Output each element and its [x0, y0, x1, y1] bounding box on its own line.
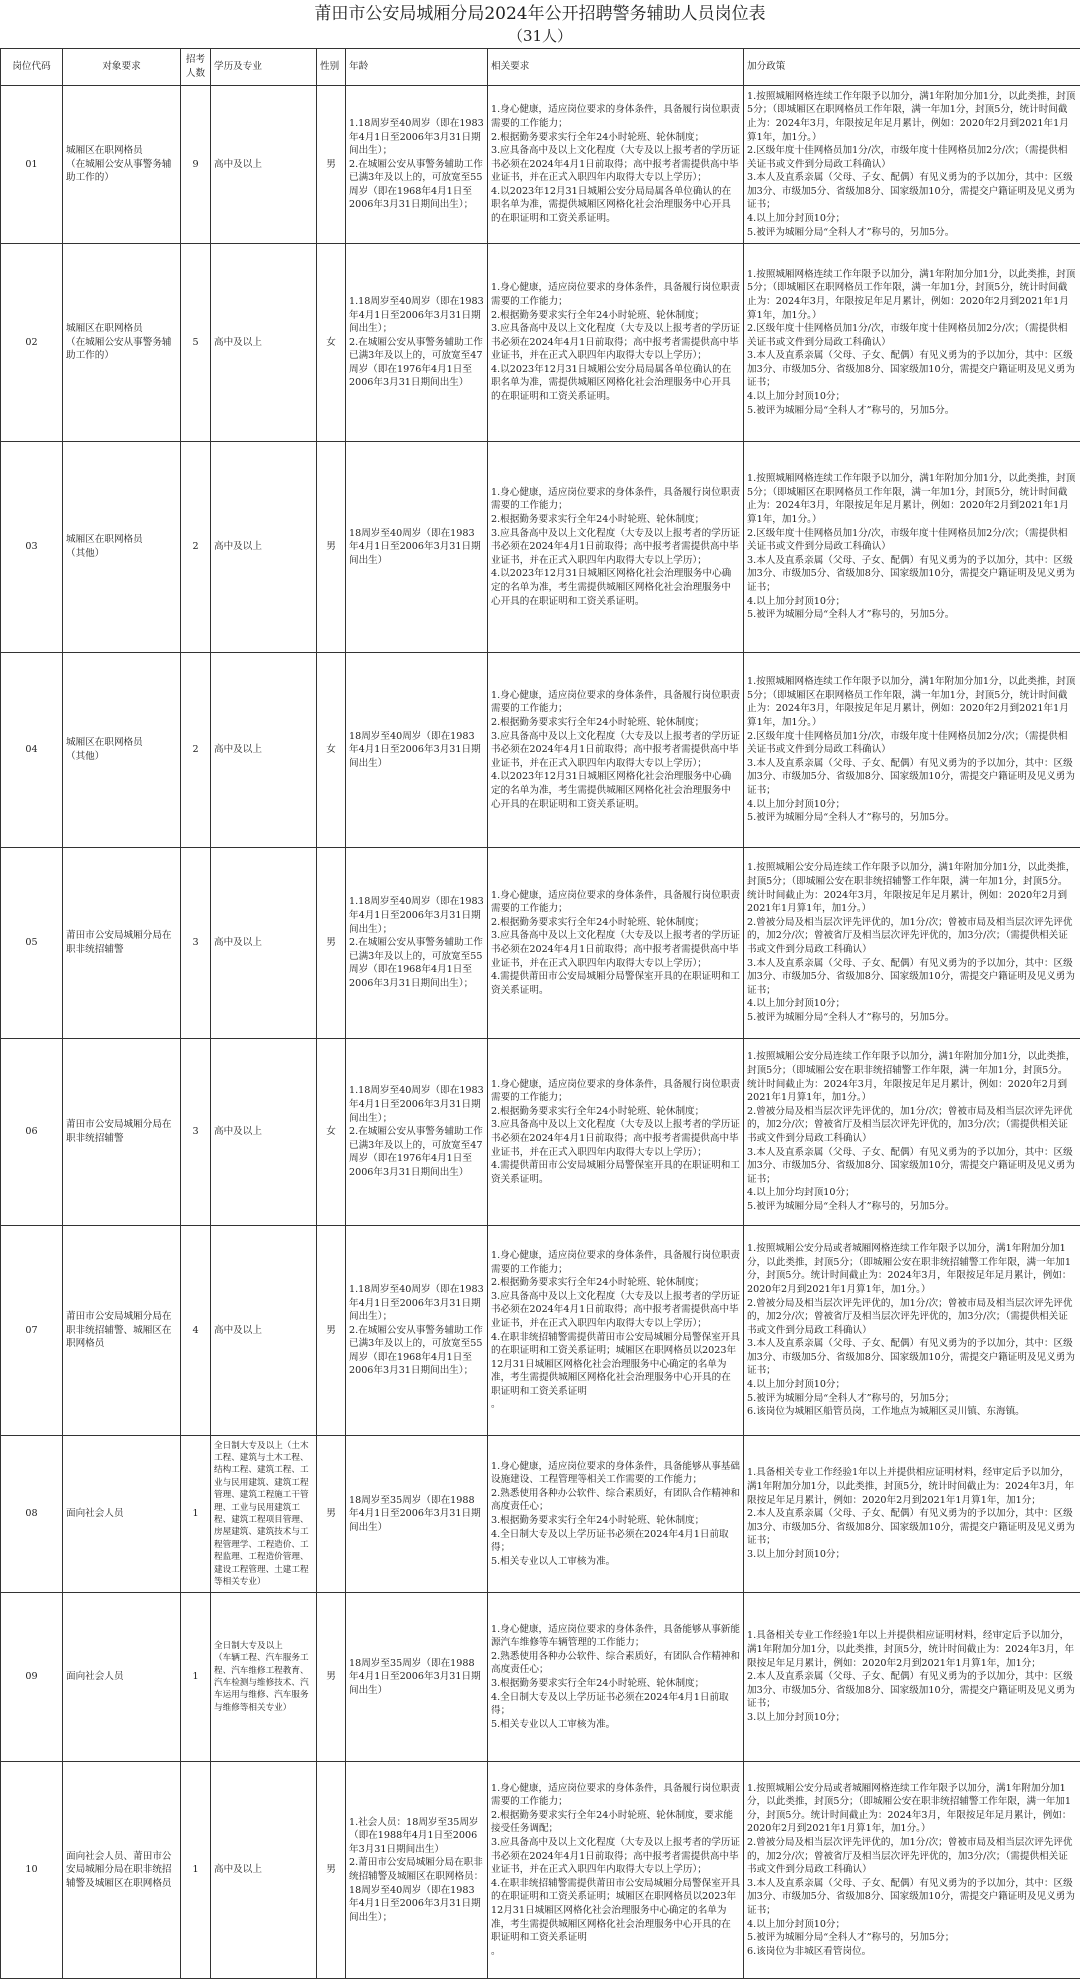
cell-code: 05 [1, 848, 63, 1039]
cell-target: 城厢区在职网格员 （在城厢公安从事警务辅助工作的） [63, 86, 181, 244]
cell-count: 5 [181, 244, 211, 442]
cell-age: 18周岁至40周岁（即在1983年4月1日至2006年3月31日期间出生） [346, 442, 488, 653]
cell-education: 全日制大专及以上（土木工程、建筑与土木工程、结构工程、建筑工程、工业与民用建筑、建筑工程管理、建筑工程施工干管理、工业与民用建筑工程、建筑工程项目管理、房屋建筑、建筑技术与工程管理学、工程造价、工程监理、工程造价管理、建设工程管理、土建工程等相关专业） [211, 1436, 317, 1593]
positions-table [0, 48, 1080, 1979]
table-row [1, 1593, 1080, 1762]
cell-code: 06 [1, 1039, 63, 1226]
cell-bonus-policy: 1.按照城厢网格连续工作年限予以加分，满1年附加分加1分，以此类推，封顶5分；（即城厢区在职网格员工作年限，满一年加1分，封顶5分，统计时间截止为：2024年3月，年限按足年足月累计，例如：2020年2月到2021年1月算1年，加1分。） 2.区级年度十佳网格员加1分/次，市级年度十佳网格员加2分/次；（需提供相关证书或文件到分局政工科确认） 3.本人及直系亲属（父母、子女、配偶）有见义勇为的予以加分，其中：区级加3分、市级加5分、省级加8分、国家级加10分，需提交户籍证明及见义勇为证书； 4.以上加分封顶10分； 5.被评为城厢分局“全科人才”称号的，另加5分。 [744, 442, 1080, 653]
cell-requirements: 1.身心健康，适应岗位要求的身体条件，具备履行岗位职责需要的工作能力； 2.根据勤务要求实行全年24小时轮班、轮休制度； 3.应具备高中及以上文化程度（大专及以上报考者的学历证书必须在2024年4月1日前取得；高中报考者需提供高中毕业证书，并在正式入职四年内取得大专以上学历）； 4.以2023年12月31日城厢区网格化社会治理服务中心确定的名单为准，考生需提供城厢区网格化社会治理服务中心开具的在职证明和工资关系证明。 [488, 442, 744, 653]
cell-bonus-policy: 1.按照城厢公安分局或者城厢网格连续工作年限予以加分，满1年附加分加1分，以此类推，封顶5分；（即城厢公安在职非统招辅警工作年限，满一年加1分，封顶5分。统计时间截止为：2024年3月，年限按足年足月累计，例如：2020年2月到2021年1月算1年，加1分。） 2.曾被分局及相当层次评先评优的，加1分/次；曾被市局及相当层次评先评优的，加2分/次；曾被省厅及相当层次评先评优的，加3分/次；（需提供相关证书或文件到分局政工科确认） 3.本人及直系亲属（父母、子女、配偶）有见义勇为的予以加分，其中：区级加3分、市级加5分、省级加8分、国家级加10分，需提交户籍证明及见义勇为证书； 4.以上加分封顶10分； 5.被评为城厢分局“全科人才”称号的，另加5分； 6.该岗位为城厢区船管员岗，工作地点为城厢区灵川镇、东海镇。 [744, 1226, 1080, 1436]
cell-code: 07 [1, 1226, 63, 1436]
cell-gender: 女 [317, 1039, 346, 1226]
cell-code: 10 [1, 1762, 63, 1979]
cell-requirements: 1.身心健康，适应岗位要求的身体条件，具备能够从事新能源汽车维修等车辆管理的工作能力； 2.熟悉使用各种办公软件、综合素质好，有团队合作精神和高度责任心； 3.根据勤务要求实行全年24小时轮班、轮休制度； 4.全日制大专及以上学历证书必须在2024年4月1日前取得； 5.相关专业以人工审核为准。 [488, 1593, 744, 1762]
cell-gender: 男 [317, 86, 346, 244]
table-row [1, 653, 1080, 848]
cell-gender: 男 [317, 1436, 346, 1593]
cell-education: 全日制大专及以上 （车辆工程、汽车服务工程、汽车维修工程教育、汽车检测与维修技术、汽车运用与维修、汽车服务与维修等相关专业） [211, 1593, 317, 1762]
cell-requirements: 1.身心健康，适应岗位要求的身体条件，具备履行岗位职责需要的工作能力； 2.根据勤务要求实行全年24小时轮班、轮休制度； 3.应具备高中及以上文化程度（大专及以上报考者的学历证书必须在2024年4月1日前取得；高中报考者需提供高中毕业证书，并在正式入职四年内取得大专以上学历）； 4.以2023年12月31日城厢公安分局局属各单位确认的在职名单为准，需提供城厢区网格化社会治理服务中心开具的在职证明和工资关系证明。 [488, 86, 744, 244]
cell-bonus-policy: 1.按照城厢公安分局或者城厢网格连续工作年限予以加分，满1年附加分加1分，以此类推，封顶5分；（即城厢公安在职非统招辅警工作年限，满一年加1分，封顶5分。统计时间截止为：2024年3月，年限按足年足月累计，例如：2020年2月到2021年1月算1年，加1分。） 2.曾被分局及相当层次评先评优的，加1分/次；曾被市局及相当层次评先评优的，加2分/次；曾被省厅及相当层次评先评优的，加3分/次；（需提供相关证书或文件到分局政工科确认） 3.本人及直系亲属（父母、子女、配偶）有见义勇为的予以加分，其中：区级加3分、市级加5分、省级加8分、国家级加10分，需提交户籍证明及见义勇为证书； 4.以上加分封顶10分； 5.被评为城厢分局“全科人才”称号的，另加5分； 6.该岗位为非城区看管岗位。 [744, 1762, 1080, 1979]
cell-target: 面向社会人员 [63, 1436, 181, 1593]
table-header-row [1, 49, 1080, 86]
table-row [1, 848, 1080, 1039]
cell-target: 城厢区在职网格员 （其他） [63, 653, 181, 848]
cell-gender: 男 [317, 442, 346, 653]
table-row [1, 1039, 1080, 1226]
header-gender: 性别 [317, 49, 346, 86]
cell-education: 高中及以上 [211, 653, 317, 848]
header-target: 对象要求 [63, 49, 181, 86]
cell-requirements: 1.身心健康，适应岗位要求的身体条件，具备履行岗位职责需要的工作能力； 2.根据勤务要求实行全年24小时轮班、轮休制度； 3.应具备高中及以上文化程度（大专及以上报考者的学历证书必须在2024年4月1日前取得；高中报考者需提供高中毕业证书，并在正式入职四年内取得大专以上学历）； 4.需提供莆田市公安局城厢分局警保室开具的在职证明和工资关系证明。 [488, 848, 744, 1039]
table-row [1, 1762, 1080, 1979]
cell-gender: 女 [317, 244, 346, 442]
cell-education: 高中及以上 [211, 848, 317, 1039]
cell-requirements: 1.身心健康，适应岗位要求的身体条件，具备能够从事基础设施建设、工程管理等相关工作需要的工作能力； 2.熟悉使用各种办公软件、综合素质好，有团队合作精神和高度责任心； 3.根据勤务要求实行全年24小时轮班、轮休制度； 4.全日制大专及以上学历证书必须在2024年4月1日前取得； 5.相关专业以人工审核为准。 [488, 1436, 744, 1593]
cell-code: 02 [1, 244, 63, 442]
cell-count: 1 [181, 1436, 211, 1593]
cell-target: 面向社会人员 [63, 1593, 181, 1762]
cell-age: 18周岁至35周岁（即在1988年4月1日至2006年3月31日期间出生） [346, 1593, 488, 1762]
cell-education: 高中及以上 [211, 1226, 317, 1436]
cell-education: 高中及以上 [211, 1762, 317, 1979]
cell-requirements: 1.身心健康，适应岗位要求的身体条件，具备履行岗位职责需要的工作能力； 2.根据勤务要求实行全年24小时轮班、轮休制度； 3.应具备高中及以上文化程度（大专及以上报考者的学历证书必须在2024年4月1日前取得；高中报考者需提供高中毕业证书，并在正式入职四年内取得大专以上学历）； 4.在职非统招辅警需提供莆田市公安局城厢分局警保室开具的在职证明和工资关系证明；城厢区在职网格员以2023年12月31日城厢区网格化社会治理服务中心确定的名单为准，考生需提供城厢区网格化社会治理服务中心开具的在职证明和工资关系证明 。 [488, 1226, 744, 1436]
table-body [1, 86, 1080, 1979]
cell-code: 08 [1, 1436, 63, 1593]
header-code: 岗位代码 [1, 49, 63, 86]
document-header [0, 0, 1080, 48]
cell-requirements: 1.身心健康，适应岗位要求的身体条件，具备履行岗位职责需要的工作能力； 2.根据勤务要求实行全年24小时轮班、轮休制度； 3.应具备高中及以上文化程度（大专及以上报考者的学历证书必须在2024年4月1日前取得；高中报考者需提供高中毕业证书，并在正式入职四年内取得大专以上学历）； 4.需提供莆田市公安局城厢分局警保室开具的在职证明和工资关系证明。 [488, 1039, 744, 1226]
table-row [1, 244, 1080, 442]
cell-count: 2 [181, 442, 211, 653]
header-count: 招考人数 [181, 49, 211, 86]
cell-requirements: 1.身心健康，适应岗位要求的身体条件，具备履行岗位职责需要的工作能力； 2.根据勤务要求实行全年24小时轮班、轮休制度，要求能接受任务调配； 3.应具备高中及以上文化程度（大专及以上报考者的学历证书必须在2024年4月1日前取得；高中报考者需提供高中毕业证书，并在正式入职四年内取得大专以上学历）； 4.在职非统招辅警需提供莆田市公安局城厢分局警保室开具的在职证明和工资关系证明；城厢区在职网格员以2023年12月31日城厢区网格化社会治理服务中心确定的名单为准，考生需提供城厢区网格化社会治理服务中心开具的在职证明和工资关系证明 。 [488, 1762, 744, 1979]
cell-age: 1.社会人员：18周岁至35周岁（即在1988年4月1日至2006年3月31日期间出生） 2.莆田市公安局城厢分局在职非统招辅警及城厢区在职网格员：18周岁至40周岁（即在1983年4月1日至2006年3月31日期间出生）； [346, 1762, 488, 1979]
cell-bonus-policy: 1.按照城厢网格连续工作年限予以加分，满1年附加分加1分，以此类推，封顶5分；（即城厢区在职网格员工作年限，满一年加1分，封顶5分，统计时间截止为：2024年3月，年限按足年足月累计，例如：2020年2月到2021年1月算1年，加1分。） 2.区级年度十佳网格员加1分/次，市级年度十佳网格员加2分/次；（需提供相关证书或文件到分局政工科确认） 3.本人及直系亲属（父母、子女、配偶）有见义勇为的予以加分，其中：区级加3分、市级加5分、省级加8分、国家级加10分，需提交户籍证明及见义勇为证书； 4.以上加分封顶10分； 5.被评为城厢分局“全科人才”称号的，另加5分。 [744, 653, 1080, 848]
header-education: 学历及专业 [211, 49, 317, 86]
document-title: 莆田市公安局城厢分局2024年公开招聘警务辅助人员岗位表 [0, 0, 1080, 26]
cell-target: 面向社会人员、莆田市公安局城厢分局在职非统招辅警及城厢区在职网格员 [63, 1762, 181, 1979]
cell-gender: 男 [317, 1226, 346, 1436]
cell-code: 03 [1, 442, 63, 653]
cell-count: 1 [181, 1593, 211, 1762]
cell-code: 04 [1, 653, 63, 848]
cell-age: 1.18周岁至40周岁（即在1983年4月1日至2006年3月31日期间出生）； 2.在城厢公安从事警务辅助工作已满3年及以上的，可放宽至47周岁（即在1976年4月1日至2006年3月31日期间出生） [346, 244, 488, 442]
cell-age: 1.18周岁至40周岁（即在1983年4月1日至2006年3月31日期间出生）； 2.在城厢公安从事警务辅助工作已满3年及以上的，可放宽至55周岁（即在1968年4月1日至2006年3月31日期间出生）； [346, 1226, 488, 1436]
table-row [1, 86, 1080, 244]
cell-count: 9 [181, 86, 211, 244]
header-bonus-policy: 加分政策 [744, 49, 1080, 86]
table-row [1, 1226, 1080, 1436]
cell-age: 18周岁至35周岁（即在1988年4月1日至2006年3月31日期间出生） [346, 1436, 488, 1593]
cell-target: 城厢区在职网格员 （其他） [63, 442, 181, 653]
cell-code: 01 [1, 86, 63, 244]
cell-count: 1 [181, 1762, 211, 1979]
cell-age: 1.18周岁至40周岁（即在1983年4月1日至2006年3月31日期间出生）； 2.在城厢公安从事警务辅助工作已满3年及以上的，可放宽至55周岁（即在1968年4月1日至2006年3月31日期间出生）； [346, 86, 488, 244]
cell-gender: 男 [317, 1762, 346, 1979]
cell-target: 莆田市公安局城厢分局在职非统招辅警、城厢区在职网格员 [63, 1226, 181, 1436]
cell-target: 莆田市公安局城厢分局在职非统招辅警 [63, 848, 181, 1039]
cell-target: 莆田市公安局城厢分局在职非统招辅警 [63, 1039, 181, 1226]
cell-education: 高中及以上 [211, 1039, 317, 1226]
cell-gender: 女 [317, 653, 346, 848]
document-subtitle: （31人） [0, 26, 1080, 46]
cell-count: 2 [181, 653, 211, 848]
cell-target: 城厢区在职网格员 （在城厢公安从事警务辅助工作的） [63, 244, 181, 442]
cell-education: 高中及以上 [211, 86, 317, 244]
header-requirements: 相关要求 [488, 49, 744, 86]
cell-requirements: 1.身心健康，适应岗位要求的身体条件，具备履行岗位职责需要的工作能力； 2.根据勤务要求实行全年24小时轮班、轮休制度； 3.应具备高中及以上文化程度（大专及以上报考者的学历证书必须在2024年4月1日前取得；高中报考者需提供高中毕业证书，并在正式入职四年内取得大专以上学历）； 4.以2023年12月31日城厢公安分局局属各单位确认的在职名单为准，需提供城厢区网格化社会治理服务中心开具的在职证明和工资关系证明。 [488, 244, 744, 442]
cell-education: 高中及以上 [211, 244, 317, 442]
cell-age: 1.18周岁至40周岁（即在1983年4月1日至2006年3月31日期间出生）； 2.在城厢公安从事警务辅助工作已满3年及以上的，可放宽至55周岁（即在1968年4月1日至2006年3月31日期间出生）； [346, 848, 488, 1039]
cell-count: 4 [181, 1226, 211, 1436]
table-row [1, 1436, 1080, 1593]
cell-education: 高中及以上 [211, 442, 317, 653]
cell-bonus-policy: 1.按照城厢公安分局连续工作年限予以加分，满1年附加分加1分，以此类推，封顶5分；（即城厢公安在职非统招辅警工作年限，满一年加1分，封顶5分。统计时间截止为：2024年3月，年限按足年足月累计，例如：2020年2月到2021年1月算1年，加1分。） 2.曾被分局及相当层次评先评优的，加1分/次；曾被市局及相当层次评先评优的，加2分/次；曾被省厅及相当层次评先评优的，加3分/次；（需提供相关证书或文件到分局政工科确认） 3.本人及直系亲属（父母、子女、配偶）有见义勇为的予以加分，其中：区级加3分、市级加5分、省级加8分、国家级加10分，需提交户籍证明及见义勇为证书； 4.以上加分均封顶10分； 5.被评为城厢分局“全科人才”称号的，另加5分。 [744, 1039, 1080, 1226]
cell-code: 09 [1, 1593, 63, 1762]
header-age: 年龄 [346, 49, 488, 86]
cell-requirements: 1.身心健康，适应岗位要求的身体条件，具备履行岗位职责需要的工作能力； 2.根据勤务要求实行全年24小时轮班、轮休制度； 3.应具备高中及以上文化程度（大专及以上报考者的学历证书必须在2024年4月1日前取得；高中报考者需提供高中毕业证书，并在正式入职四年内取得大专以上学历）； 4.以2023年12月31日城厢区网格化社会治理服务中心确定的名单为准，考生需提供城厢区网格化社会治理服务中心开具的在职证明和工资关系证明。 [488, 653, 744, 848]
cell-age: 1.18周岁至40周岁（即在1983年4月1日至2006年3月31日期间出生）； 2.在城厢公安从事警务辅助工作已满3年及以上的，可放宽至47周岁（即在1976年4月1日至2006年3月31日期间出生） [346, 1039, 488, 1226]
cell-gender: 男 [317, 848, 346, 1039]
cell-gender: 男 [317, 1593, 346, 1762]
cell-bonus-policy: 1.按照城厢网格连续工作年限予以加分，满1年附加分加1分，以此类推，封顶5分；（即城厢区在职网格员工作年限，满一年加1分，封顶5分，统计时间截止为：2024年3月，年限按足年足月累计，例如：2020年2月到2021年1月算1年，加1分。） 2.区级年度十佳网格员加1分/次，市级年度十佳网格员加2分/次；（需提供相关证书或文件到分局政工科确认） 3.本人及直系亲属（父母、子女、配偶）有见义勇为的予以加分，其中：区级加3分、市级加5分、省级加8分、国家级加10分，需提交户籍证明及见义勇为证书； 4.以上加分封顶10分； 5.被评为城厢分局“全科人才”称号的，另加5分。 [744, 244, 1080, 442]
table-row [1, 442, 1080, 653]
cell-age: 18周岁至40周岁（即在1983年4月1日至2006年3月31日期间出生） [346, 653, 488, 848]
cell-bonus-policy: 1.具备相关专业工作经验1年以上并提供相应证明材料，经审定后予以加分，满1年附加分加1分，以此类推，封顶5分，统计时间截止为：2024年3月，年限按足年足月累计，例如：2020年2月到2021年1月算1年，加1分； 2.本人及直系亲属（父母、子女、配偶）有见义勇为的予以加分，其中：区级加3分、市级加5分、省级加8分、国家级加10分，需提交户籍证明及见义勇为证书； 3.以上加分封顶10分； [744, 1593, 1080, 1762]
cell-count: 3 [181, 848, 211, 1039]
cell-count: 3 [181, 1039, 211, 1226]
cell-bonus-policy: 1.按照城厢网格连续工作年限予以加分，满1年附加分加1分，以此类推，封顶5分；（即城厢区在职网格员工作年限，满一年加1分，封顶5分，统计时间截止为：2024年3月，年限按足年足月累计，例如：2020年2月到2021年1月算1年，加1分。） 2.区级年度十佳网格员加1分/次，市级年度十佳网格员加2分/次；（需提供相关证书或文件到分局政工科确认） 3.本人及直系亲属（父母、子女、配偶）有见义勇为的予以加分，其中：区级加3分、市级加5分、省级加8分、国家级加10分，需提交户籍证明及见义勇为证书； 4.以上加分封顶10分； 5.被评为城厢分局“全科人才”称号的，另加5分。 [744, 86, 1080, 244]
cell-bonus-policy: 1.按照城厢公安分局连续工作年限予以加分，满1年附加分加1分，以此类推，封顶5分；（即城厢公安在职非统招辅警工作年限，满一年加1分，封顶5分。统计时间截止为：2024年3月，年限按足年足月累计，例如：2020年2月到2021年1月算1年，加1分。） 2.曾被分局及相当层次评先评优的，加1分/次；曾被市局及相当层次评先评优的，加2分/次；曾被省厅及相当层次评先评优的，加3分/次；（需提供相关证书或文件到分局政工科确认） 3.本人及直系亲属（父母、子女、配偶）有见义勇为的予以加分，其中：区级加3分、市级加5分、省级加8分、国家级加10分，需提交户籍证明及见义勇为证书； 4.以上加分封顶10分； 5.被评为城厢分局“全科人才”称号的，另加5分。 [744, 848, 1080, 1039]
cell-bonus-policy: 1.具备相关专业工作经验1年以上并提供相应证明材料，经审定后予以加分，满1年附加分加1分，以此类推，封顶5分，统计时间截止为：2024年3月，年限按足年足月累计，例如：2020年2月到2021年1月算1年，加1分； 2.本人及直系亲属（父母、子女、配偶）有见义勇为的予以加分，其中：区级加3分、市级加5分、省级加8分、国家级加10分，需提交户籍证明及见义勇为证书； 3.以上加分封顶10分； [744, 1436, 1080, 1593]
